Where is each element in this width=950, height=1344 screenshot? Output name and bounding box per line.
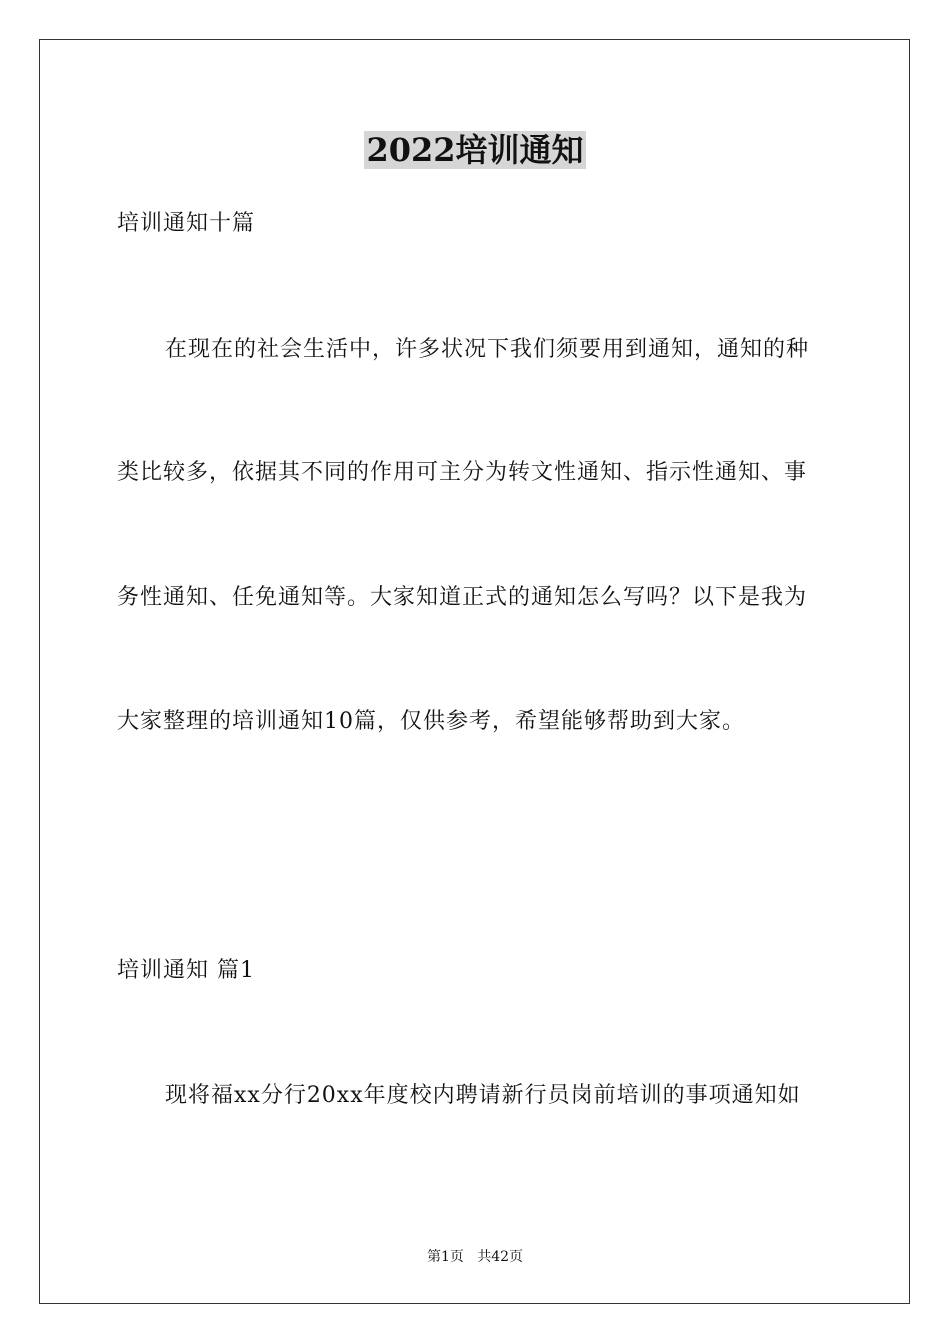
document-title [0,126,950,174]
page-number-footer: 第1页 共42页 [426,1249,524,1265]
section-heading: 培训通知 篇1 [117,958,255,983]
intro-paragraph-line-3: 务性通知、任免通知等。大家知道正式的通知怎么写吗？以下是我为 [117,585,808,610]
intro-paragraph-line-2: 类比较多，依据其不同的作用可主分为转文性通知、指示性通知、事 [117,460,808,485]
section-paragraph-line-1: 现将福xx分行20xx年度校内聘请新行员岗前培训的事项通知如 [165,1083,801,1108]
document-title-text: 2022培训通知 [366,131,584,169]
intro-paragraph-line-1: 在现在的社会生活中，许多状况下我们须要用到通知，通知的种 [165,337,810,362]
document-subtitle: 培训通知十篇 [117,211,256,236]
intro-paragraph-line-4: 大家整理的培训通知10篇，仅供参考，希望能够帮助到大家。 [117,709,745,734]
